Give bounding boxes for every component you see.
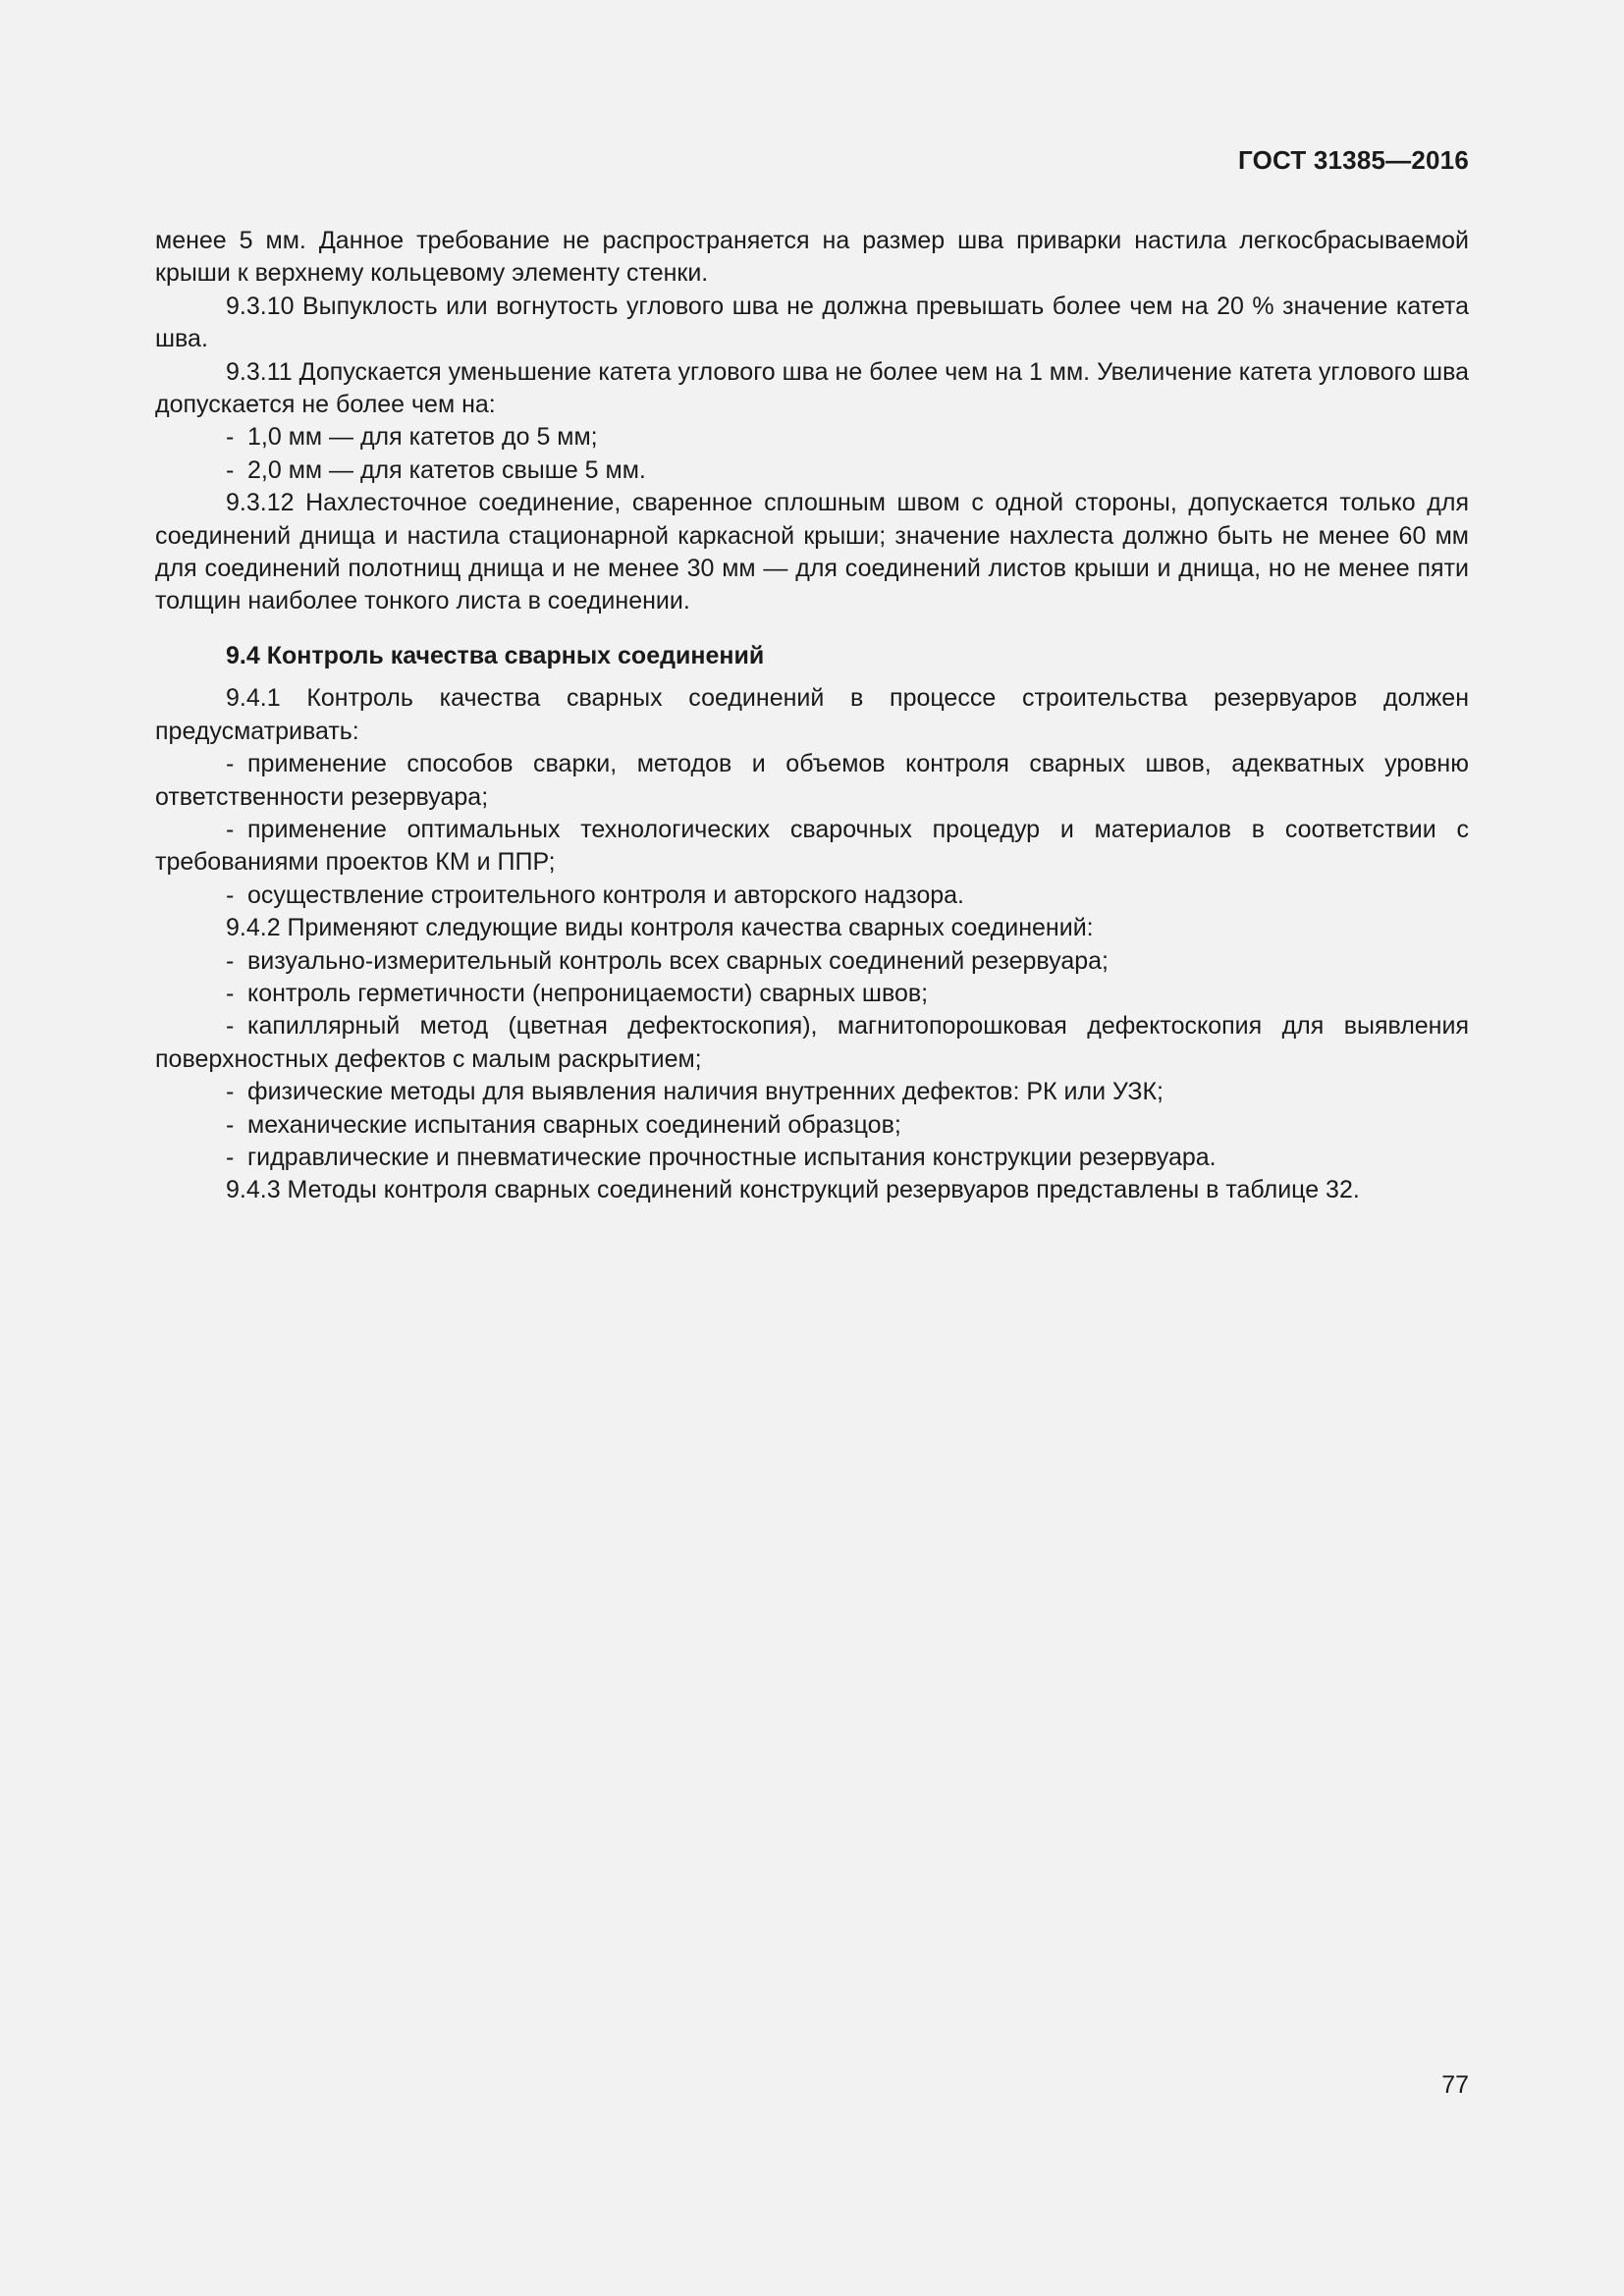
list-item: [155, 1076, 1469, 1108]
dash-marker: -: [226, 1110, 235, 1139]
list-item-text: гидравлические и пневматические прочностные испытания конструкции резервуара.: [247, 1143, 1217, 1171]
list-item-text: 2,0 мм — для катетов свыше 5 мм.: [247, 455, 646, 484]
list-item-text: применение оптимальных технологических сварочных процедур и материалов в соответствии с требованиями проектов КМ и ППР;: [155, 815, 1469, 877]
section-heading-9-4: 9.4 Контроль качества сварных соединений: [226, 641, 765, 669]
list-item-text: механические испытания сварных соединений образцов;: [247, 1110, 901, 1139]
page-body: [155, 225, 1469, 1207]
paragraph-9-3-10: 9.3.10 Выпуклость или вогнутость углового шва не должна превышать более чем на 20 % значение катета шва.: [155, 292, 1469, 353]
paragraph-9-3-11: 9.3.11 Допускается уменьшение катета углового шва не более чем на 1 мм. Увеличение катета углового шва допускается не более чем на:: [155, 357, 1469, 419]
dash-marker: -: [226, 1143, 235, 1171]
list-item: [155, 978, 1469, 1010]
list-item: [155, 454, 1469, 487]
paragraph-9-4-2: 9.4.2 Применяют следующие виды контроля качества сварных соединений:: [226, 914, 1094, 942]
list-item: [155, 421, 1469, 454]
list-item: [155, 814, 1469, 880]
list-item-text: применение способов сварки, методов и объемов контроля сварных швов, адекватных уровню ответственности резервуара;: [155, 750, 1469, 811]
dash-marker: -: [226, 815, 235, 843]
dash-marker: -: [226, 946, 235, 975]
dash-marker: -: [226, 1078, 235, 1106]
list-item-text: 1,0 мм — для катетов до 5 мм;: [247, 423, 598, 452]
list-item-text: капиллярный метод (цветная дефектоскопия), магнитопорошковая дефектоскопия для выявления поверхностных дефектов с малым раскрытием;: [155, 1012, 1469, 1073]
list-item: [155, 1010, 1469, 1076]
list-item-text: контроль герметичности (непроницаемости) сварных швов;: [247, 979, 929, 1007]
list-item: [155, 880, 1469, 912]
list-item: [155, 1142, 1469, 1174]
list-item-text: визуально-измерительный контроль всех сварных соединений резервуара;: [247, 946, 1109, 975]
paragraph-continuation: менее 5 мм. Данное требование не распространяется на размер шва приварки настила легкосбрасываемой крыши к верхнему кольцевому элементу стенки.: [155, 227, 1469, 288]
dash-marker: -: [226, 1012, 235, 1041]
list-item-text: физические методы для выявления наличия внутренних дефектов: РК или УЗК;: [247, 1078, 1164, 1106]
document-code: ГОСТ 31385—2016: [1238, 145, 1469, 175]
paragraph-9-3-12: 9.3.12 Нахлесточное соединение, сваренное сплошным швом с одной стороны, допускается только для соединений днища и настила стационарной каркасной крыши; значение нахлеста должно быть не менее 60 мм для соединений полотнищ днища и не менее 30 мм — для соединений листов крыши и днища, но не менее пяти толщин наиболее тонкого листа в соединении.: [155, 489, 1469, 615]
dash-marker: -: [226, 979, 235, 1007]
dash-marker: -: [226, 423, 235, 452]
list-item: [155, 748, 1469, 814]
list-item-text: осуществление строительного контроля и авторского надзора.: [247, 881, 964, 909]
dash-marker: -: [226, 750, 235, 778]
page-number: 77: [1441, 2071, 1469, 2099]
dash-marker: -: [226, 455, 235, 484]
dash-marker: -: [226, 881, 235, 909]
list-item: [155, 945, 1469, 978]
list-item: [155, 1109, 1469, 1142]
paragraph-9-4-1: 9.4.1 Контроль качества сварных соединений в процессе строительства резервуаров должен предусматривать:: [155, 684, 1469, 745]
paragraph-9-4-3: 9.4.3 Методы контроля сварных соединений конструкций резервуаров представлены в таблице 32.: [226, 1176, 1360, 1204]
